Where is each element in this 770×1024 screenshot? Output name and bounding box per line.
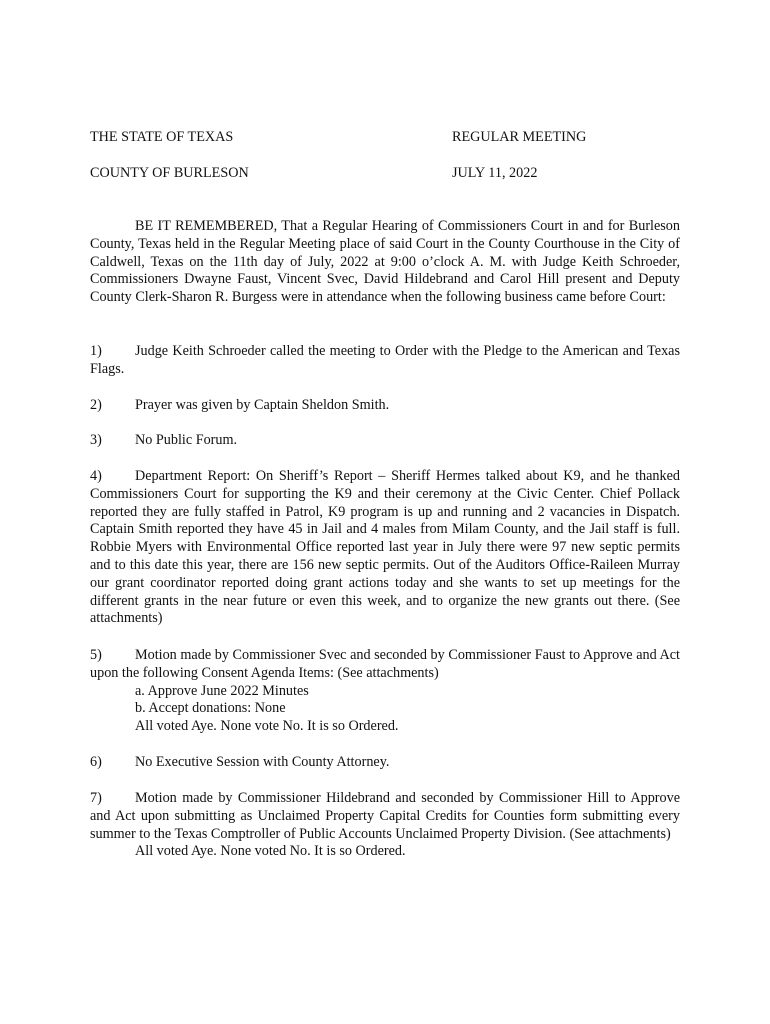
item-number: 7)	[90, 790, 102, 806]
agenda-item-1	[90, 343, 680, 379]
item-number: 2)	[90, 397, 102, 413]
item-text: No Public Forum.	[135, 432, 238, 448]
item-number: 4)	[90, 468, 102, 484]
item-number: 1)	[90, 343, 102, 359]
item-subline: All voted Aye. None vote No. It is so Ordered.	[135, 718, 399, 735]
agenda-item-6	[90, 754, 680, 772]
agenda-item-2	[90, 397, 680, 415]
item-subline: b. Accept donations: None	[135, 700, 286, 717]
item-text: Department Report: On Sheriff’s Report – Sheriff Hermes talked about K9, and he thanked Commissioners Court for supporting the K9 and their ceremony at the Civic Center. Chief Pollack reported they are fully staffed in Patrol, K9 program is up and running and 2 vacancies in Dispatch. Captain Smith reported they have 45 in Jail and 4 males from Milam County, and the Jail staff is full. Robbie Myers with Environmental Office reported last year in July there were 97 new septic permits and to this date this year, there are 156 new septic permits. Out of the Auditors Office-Raileen Murray our grant coordinator reported doing grant actions today and she wants to set up meetings for the different grants in the near future or even this week, and to organize the new grants out there. (See attachments)	[90, 468, 680, 627]
agenda-item-5	[90, 647, 680, 736]
item-number: 3)	[90, 432, 102, 448]
header-county: COUNTY OF BURLESON	[90, 165, 249, 181]
item-text: Motion made by Commissioner Hildebrand and seconded by Commissioner Hill to Approve and Act upon submitting as Unclaimed Property Capital Credits for Counties form submitting every summer to the Texas Comptroller of Public Accounts Unclaimed Property Division. (See attachments)	[90, 790, 680, 842]
item-text: Motion made by Commissioner Svec and seconded by Commissioner Faust to Approve and Act upon the following Consent Agenda Items: (See attachments)	[90, 647, 680, 681]
item-text: Prayer was given by Captain Sheldon Smith.	[135, 397, 390, 413]
agenda-item-4	[90, 468, 680, 628]
item-text: No Executive Session with County Attorney.	[135, 754, 390, 770]
agenda-item-3	[90, 432, 680, 450]
item-text: Judge Keith Schroeder called the meeting to Order with the Pledge to the American and Texas Flags.	[90, 343, 680, 377]
item-subline: All voted Aye. None voted No. It is so Ordered.	[135, 843, 406, 860]
item-subline: a. Approve June 2022 Minutes	[135, 682, 309, 699]
intro-text: BE IT REMEMBERED, That a Regular Hearing of Commissioners Court in and for Burleson County, Texas held in the Regular Meeting place of said Court in the County Courthouse in the City of Caldwell, Texas on the 11th day of July, 2022 at 9:00 o’clock A. M. with Judge Keith Schroeder, Commissioners Dwayne Faust, Vincent Svec, David Hildebrand and Carol Hill present and Deputy County Clerk-Sharon R. Burgess were in attendance when the following business came before Court:	[90, 218, 680, 306]
item-number: 5)	[90, 647, 102, 663]
header-date: JULY 11, 2022	[452, 165, 538, 181]
item-number: 6)	[90, 754, 102, 770]
header-meeting-type: REGULAR MEETING	[452, 129, 587, 145]
agenda-item-7	[90, 790, 680, 861]
intro-paragraph	[90, 218, 680, 307]
header-state: THE STATE OF TEXAS	[90, 129, 234, 145]
